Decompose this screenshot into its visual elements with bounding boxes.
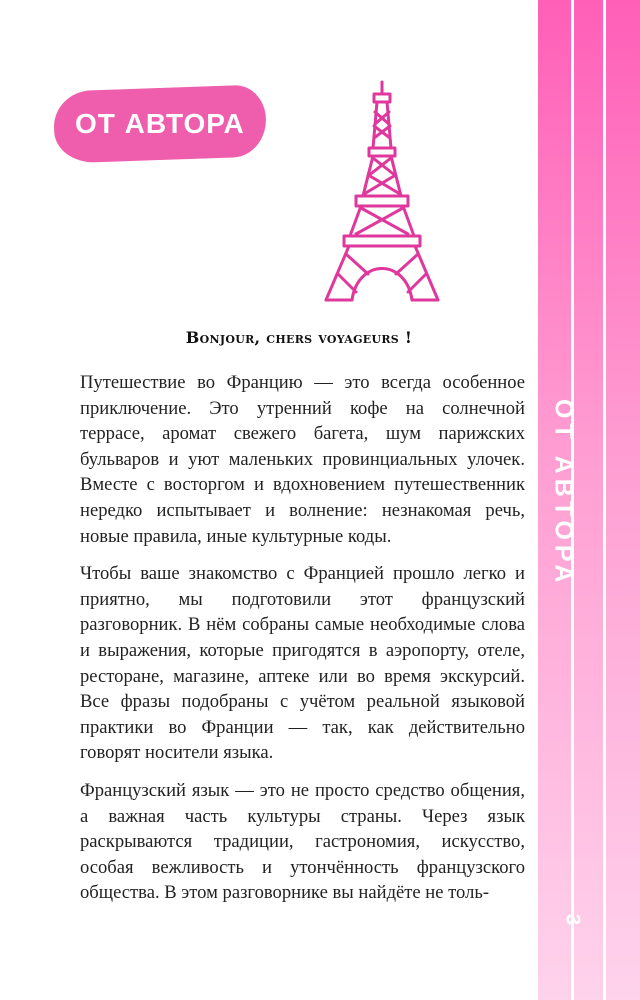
section-badge bbox=[53, 84, 267, 163]
paragraph: Путешествие во Францию — это всегда особенное приключение. Это утренний кофе на солнечной террасе, аромат свежего багета, шум парижских бульваров и уют маленьких провинциальных улочек. Вместе с восторгом и вдохновением путешественник нередко испытывает и волнение: незнакомая речь, новые правила, иные культурные коды. bbox=[80, 372, 525, 547]
paragraph: Французский язык — это не просто средство общения, а важная часть культуры страны. Через язык раскрываются традиции, гастрономия, искусство, особая вежливость и утончённость французского общества. В этом разговорнике вы найдёте не толь- bbox=[80, 779, 525, 904]
eiffel-tower-icon bbox=[316, 78, 448, 310]
greeting-heading: Bonjour, chers voyageurs ! bbox=[185, 328, 413, 347]
sidebar-section-title bbox=[520, 388, 606, 598]
body-text bbox=[80, 370, 525, 918]
section-badge-label: ОТ АВТОРА bbox=[75, 108, 245, 140]
sidebar-title-text: ОТ АВТОРА bbox=[549, 398, 578, 588]
paragraph: Чтобы ваше знакомство с Францией прошло легко и приятно, мы подготовили этот французский разговорник. В нём собраны самые необходимые слова и выражения, которые пригодятся в аэропорту, отеле, ресторане, магазине, аптеке или во время экскурсий. Все фразы подобраны с учётом реальной языковой практики во Франции — так, как действительно говорят носители языка. bbox=[80, 563, 525, 764]
page-number: 3 bbox=[561, 913, 584, 926]
